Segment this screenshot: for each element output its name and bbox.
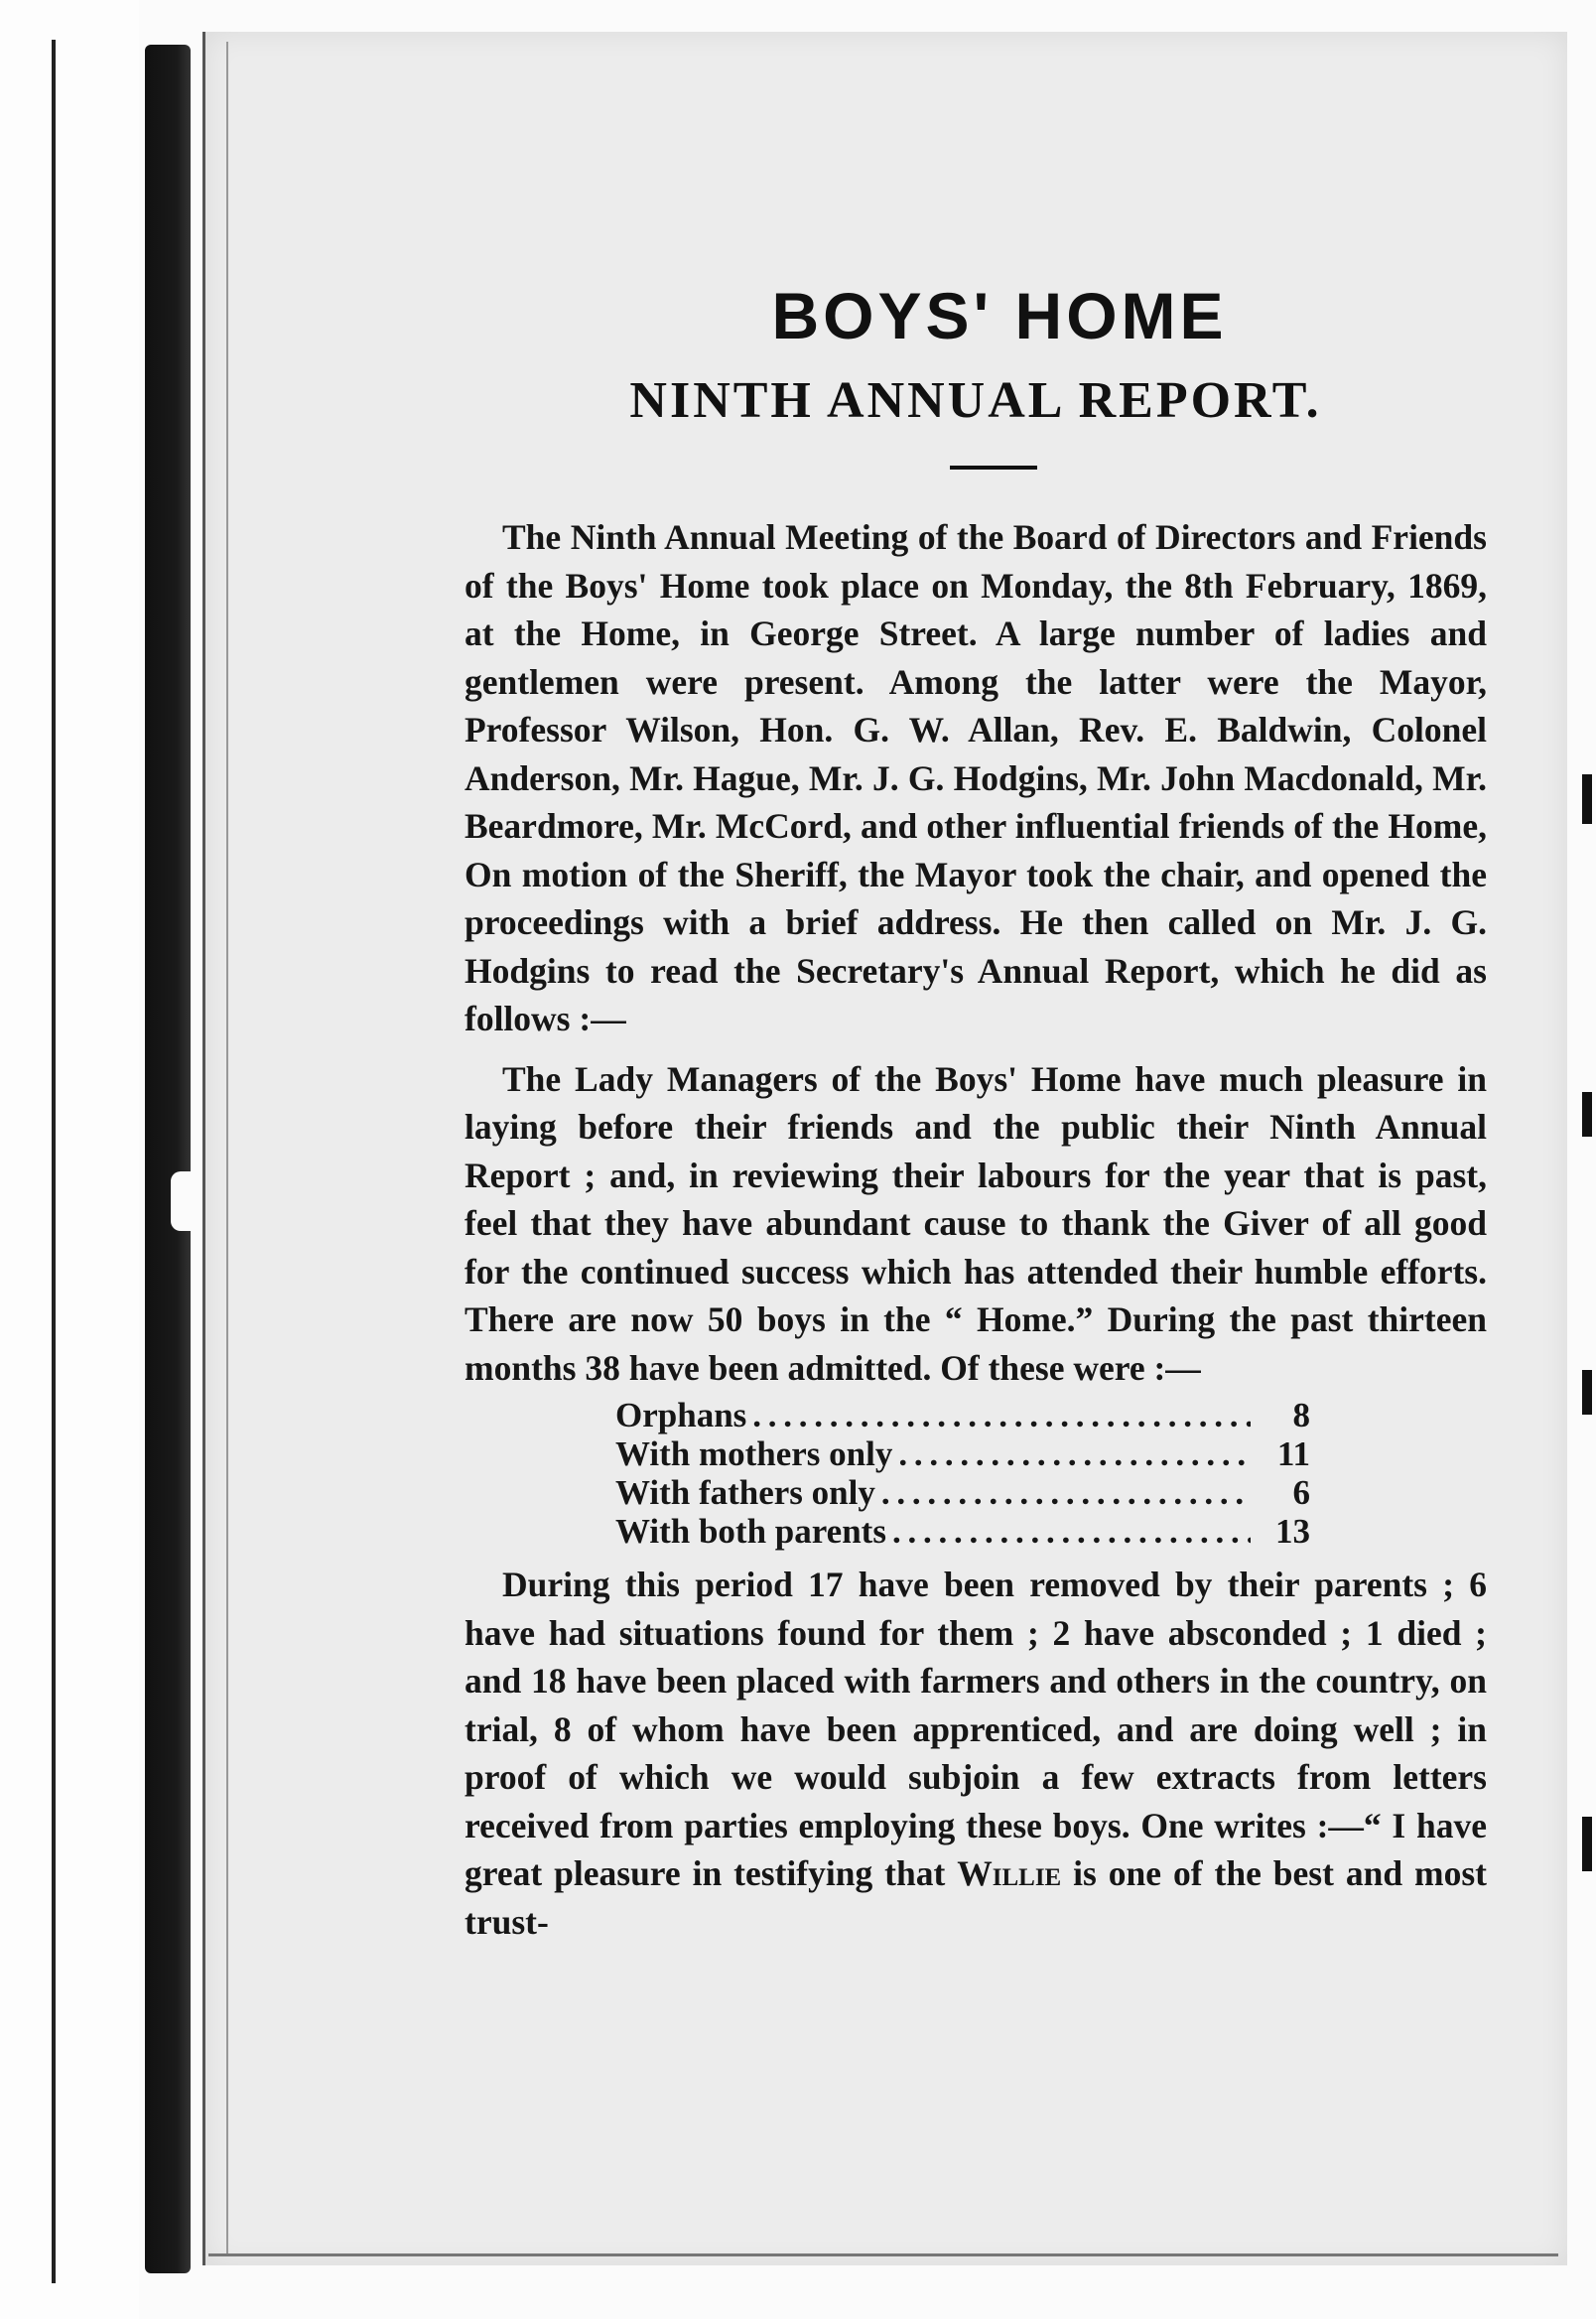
table-row — [615, 1473, 1310, 1512]
admission-count: 13 — [1275, 1512, 1310, 1551]
page-title: BOYS' HOME — [771, 279, 1228, 352]
scan-margin — [0, 0, 139, 2319]
dot-leader — [875, 1473, 1251, 1512]
table-row — [615, 1512, 1310, 1551]
report-content — [465, 278, 1487, 1946]
table-row — [615, 1434, 1310, 1473]
scan-edge-line — [52, 40, 56, 2283]
page-bottom-edge — [208, 2253, 1558, 2256]
right-edge-mark — [1582, 1817, 1592, 1871]
dot-leader — [746, 1396, 1251, 1434]
admission-count: 8 — [1292, 1396, 1310, 1434]
paragraph-text: is one of the best and most trust- — [465, 1853, 1487, 1942]
boy-name: Willie — [957, 1853, 1062, 1893]
admissions-table — [615, 1396, 1310, 1551]
title-rule — [950, 466, 1037, 470]
paragraph-meeting: The Ninth Annual Meeting of the Board of Directors and Friends of the Boys' Home took place on Monday, the 8th February, 1869, at the Home, in George Street. A large number of ladies and gentlemen were present. Among the latter were the Mayor, Professor Wilson, Hon. G. W. Allan, Rev. E. Baldwin, Colonel Anderson, Mr. Hague, Mr. J. G. Hodgins, Mr. John Macdonald, Mr. Beardmore, Mr. McCord, and other influential friends of the Home, On motion of the Sheriff, the Mayor took the chair, and opened the proceedings with a brief address. He then called on Mr. J. G. Hodgins to read the Secretary's Annual Report, which he did as follows :— — [465, 517, 1487, 1038]
paragraph-outcomes — [465, 1561, 1487, 1946]
right-edge-mark — [1582, 774, 1592, 824]
report-subtitle: NINTH ANNUAL REPORT. — [629, 372, 1322, 429]
table-row — [615, 1396, 1310, 1434]
right-edge-mark — [1582, 1370, 1592, 1415]
dot-leader — [886, 1512, 1251, 1551]
admission-label: With mothers only — [615, 1434, 893, 1473]
admission-count: 6 — [1292, 1473, 1310, 1512]
paragraph-text: During this period 17 have been removed by their parents ; 6 have had situations found for them ; 2 have absconded ; 1 died ; and 18 have been placed with farmers and others in the country, on trial, 8 of whom have been apprenticed, and are doing well ; in proof of which we would subjoin a few extracts from letters received from parties employing these boys. One writes :—“ I have great pleasure in testifying that — [465, 1565, 1487, 1893]
spine-notch — [171, 1171, 200, 1231]
right-edge-mark — [1582, 1092, 1592, 1137]
admission-count: 11 — [1276, 1434, 1310, 1473]
paragraph-report: The Lady Managers of the Boys' Home have much pleasure in laying before their friends and the public their Ninth Annual Report ; and, in reviewing their labours for the year that is past, feel that they have abundant cause to thank the Giver of all good for the continued success which has attended their humble efforts. There are now 50 boys in the “ Home.” During the past thirteen months 38 have been admitted. Of these were :— — [465, 1058, 1487, 1388]
book-spine — [145, 45, 191, 2273]
admission-label: With fathers only — [615, 1473, 875, 1512]
admission-label: With both parents — [615, 1512, 886, 1551]
dot-leader — [892, 1434, 1251, 1473]
admission-label: Orphans — [615, 1396, 747, 1434]
page-inner-edge — [226, 42, 228, 2255]
